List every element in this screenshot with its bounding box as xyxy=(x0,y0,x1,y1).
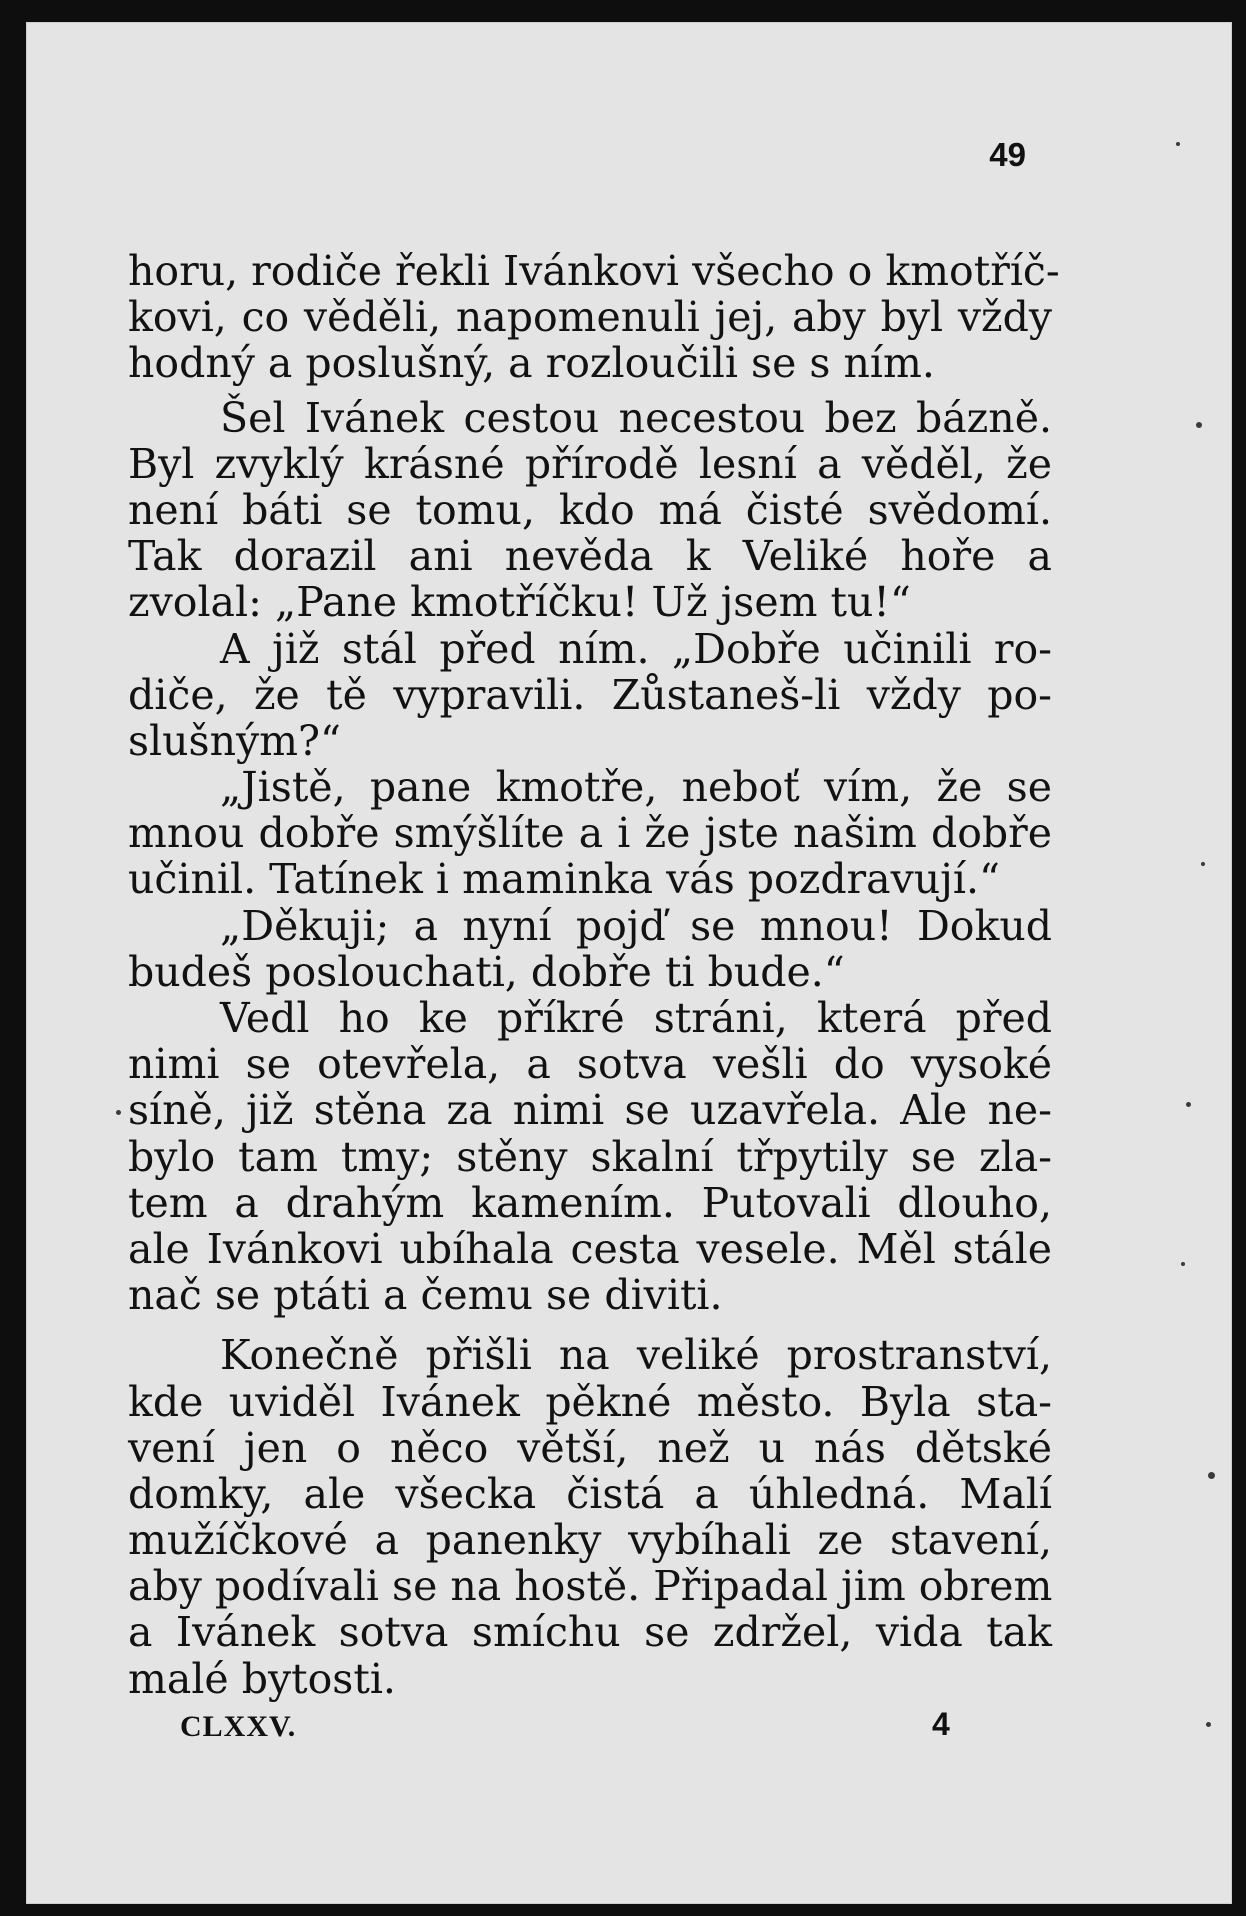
text-line: horu, rodiče řekli Ivánkovi všecho o kmotříč- xyxy=(128,247,1060,295)
text-line: Byl zvyklý krásné přírodě lesní a věděl, že xyxy=(128,439,1052,488)
text-line: Konečně přišli na veliké prostranství, xyxy=(220,1331,1052,1380)
text-line: hodný a poslušný, a rozloučili se s ním. xyxy=(128,339,935,388)
text-line: nimi se otevřela, a sotva vešli do vysoké xyxy=(128,1040,1052,1089)
sheet-number: 4 xyxy=(932,1706,950,1742)
text-line: mužíčkové a panenky vybíhali ze stavení, xyxy=(128,1516,1052,1565)
text-line: mnou dobře smýšlíte a i že jste našim dobře xyxy=(128,809,1052,858)
text-line: kovi, co věděli, napomenuli jej, aby byl vždy xyxy=(128,293,1052,342)
text-line: síně, již stěna za nimi se uzavřela. Ale ne- xyxy=(128,1086,1052,1135)
text-line: aby podívali se na hostě. Připadal jim obrem xyxy=(128,1562,1053,1611)
text-line: budeš poslouchati, dobře ti bude.“ xyxy=(128,947,845,996)
print-speck xyxy=(1208,1472,1215,1479)
text-line: Šel Ivánek cestou necestou bez bázně. xyxy=(220,393,1052,442)
print-speck xyxy=(1206,1722,1211,1727)
text-line: není báti se tomu, kdo má čisté svědomí. xyxy=(128,485,1052,534)
text-line: slušným?“ xyxy=(128,716,341,765)
book-page xyxy=(26,22,1232,1904)
print-speck xyxy=(1181,1262,1185,1266)
signature-mark: CLXXV. xyxy=(180,1710,297,1743)
text-line: Tak dorazil ani nevěda k Veliké hoře a xyxy=(128,532,1052,581)
text-line: diče, že tě vypravili. Zůstaneš-li vždy po- xyxy=(128,670,1052,719)
page-number: 49 xyxy=(989,136,1026,173)
text-line: ale Ivánkovi ubíhala cesta vesele. Měl stále xyxy=(128,1224,1052,1273)
text-line: tem a drahým kamením. Putovali dlouho, xyxy=(128,1178,1052,1227)
body-text xyxy=(128,247,1060,1703)
text-line: malé bytosti. xyxy=(128,1654,396,1703)
text-line: vení jen o něco větší, než u nás dětské xyxy=(128,1423,1052,1472)
text-line: a Ivánek sotva smíchu se zdržel, vida tak xyxy=(128,1608,1052,1657)
text-line: bylo tam tmy; stěny skalní třpytily se zla- xyxy=(128,1132,1052,1181)
text-line: „Jistě, pane kmotře, neboť vím, že se xyxy=(220,763,1052,812)
text-line: domky, ale všecka čistá a úhledná. Malí xyxy=(128,1469,1052,1518)
text-line: učinil. Tatínek i maminka vás pozdravují.“ xyxy=(128,855,1000,904)
text-line: kde uviděl Ivánek pěkné město. Byla sta- xyxy=(128,1377,1052,1426)
print-speck xyxy=(1196,422,1202,428)
text-line: A již stál před ním. „Dobře učinili ro- xyxy=(220,624,1052,673)
text-line: Vedl ho ke příkré stráni, která před xyxy=(220,994,1052,1042)
text-line: nač se ptáti a čemu se diviti. xyxy=(128,1271,723,1320)
print-speck xyxy=(1186,1102,1191,1107)
text-line: „Děkuji; a nyní pojď se mnou! Dokud xyxy=(220,901,1052,950)
print-speck xyxy=(1201,862,1205,866)
print-speck xyxy=(1176,142,1180,146)
print-speck xyxy=(116,1110,121,1115)
text-line: zvolal: „Pane kmotříčku! Už jsem tu!“ xyxy=(128,578,911,627)
